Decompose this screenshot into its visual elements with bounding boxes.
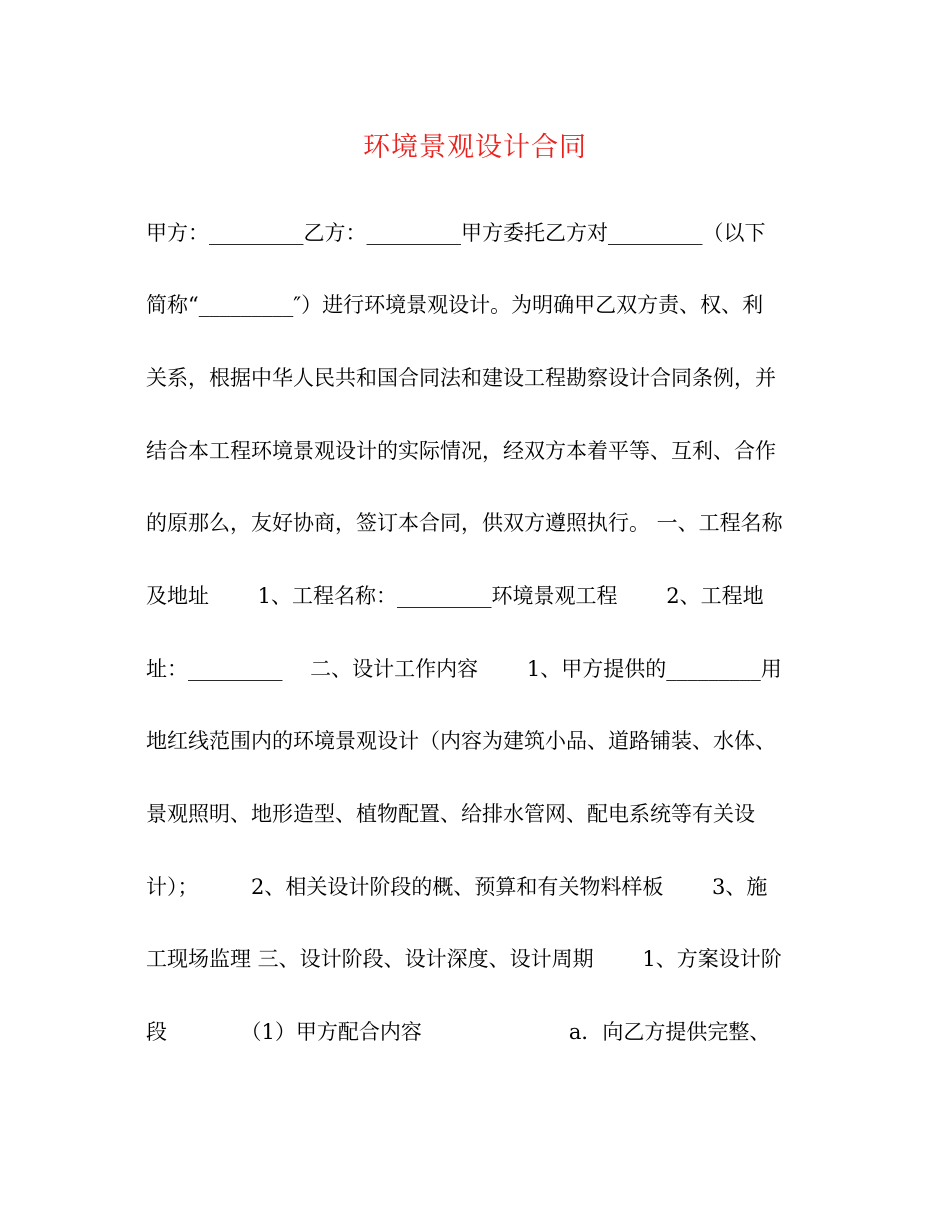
body-line-9: 景观照明、地形造型、植物配置、给排水管网、配电系统等有关设: [146, 802, 755, 826]
document-title: 环境景观设计合同: [363, 132, 587, 163]
body-line-5: 的原那么，友好协商，签订本合同，供双方遵照执行。 一、工程名称: [146, 511, 783, 535]
body-line-8: 地红线范围内的环境景观设计（内容为建筑小品、道路铺装、水体、: [146, 729, 776, 753]
body-line-4: 结合本工程环境景观设计的实际情况，经双方本着平等、互利、合作: [146, 439, 776, 463]
body-line-10: 计）； 2、相关设计阶段的概、预算和有关物料样板 3、施: [146, 875, 768, 899]
body-line-7: 址：_________ 二、设计工作内容 1、甲方提供的_________用: [146, 657, 782, 681]
body-line-11: 工现场监理 三、设计阶段、设计深度、设计周期 1、方案设计阶: [146, 947, 782, 971]
body-line-6: 及地址 1、工程名称：_________环境景观工程 2、工程地: [146, 584, 764, 608]
body-line-1: 甲方：_________乙方：_________甲方委托乙方对_________（以下: [146, 221, 766, 245]
body-line-12: 段 （1）甲方配合内容 a．向乙方提供完整、: [146, 1020, 771, 1044]
body-line-3: 关系，根据中华人民共和国合同法和建设工程勘察设计合同条例，并: [146, 366, 776, 390]
body-line-2: 简称“_________″）进行环境景观设计。为明确甲乙双方责、权、利: [146, 293, 764, 317]
